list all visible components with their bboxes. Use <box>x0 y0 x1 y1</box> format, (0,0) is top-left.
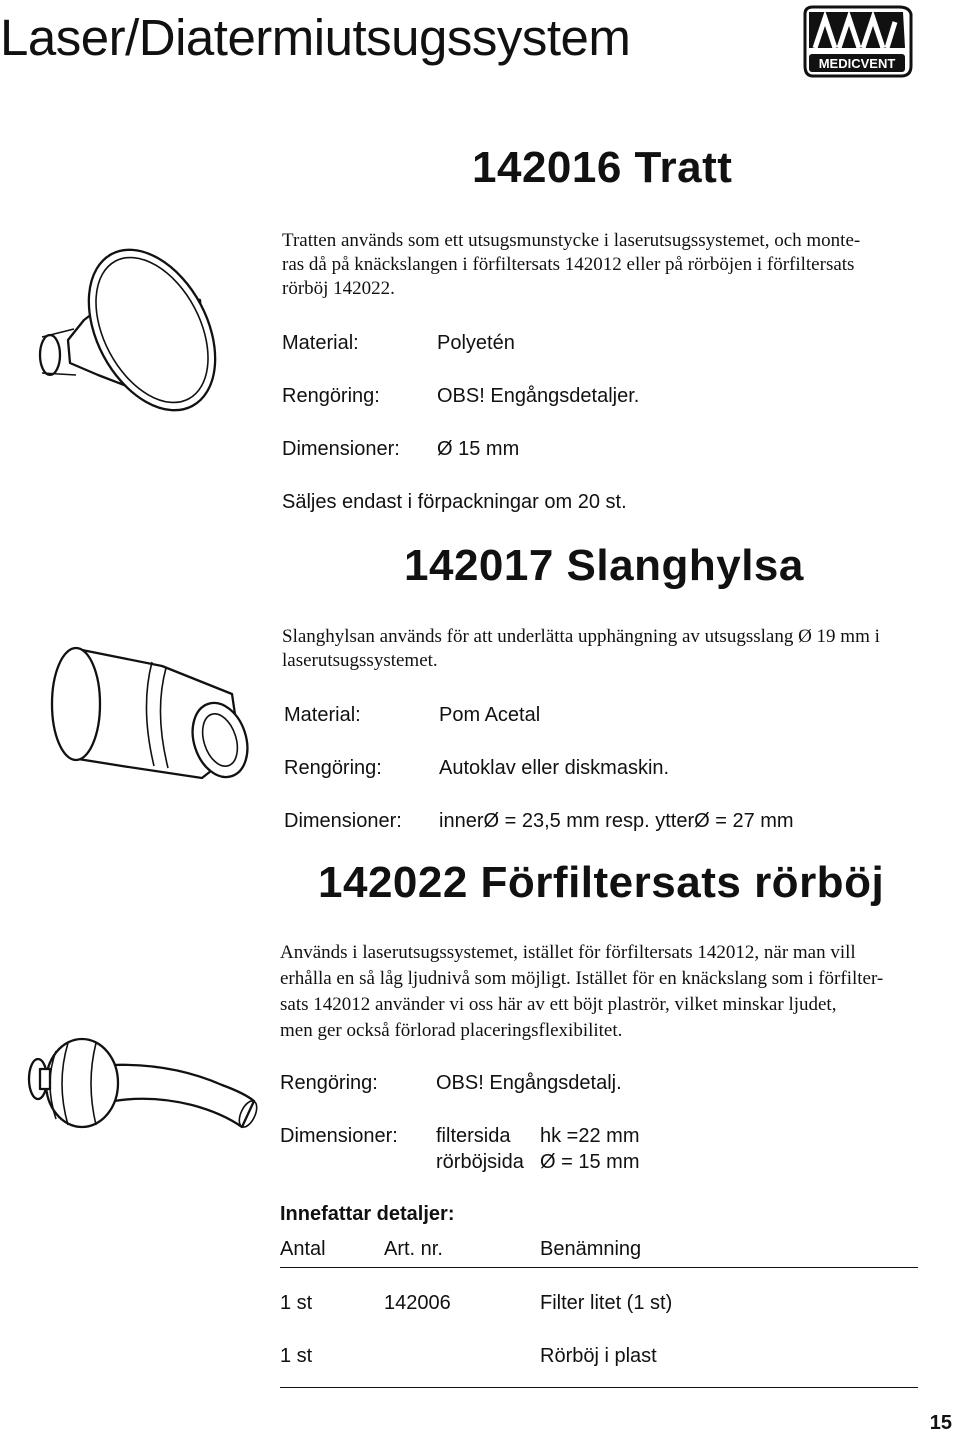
spec-value: Ø 15 mm <box>437 438 520 460</box>
spec-label: Dimensioner: <box>280 1125 398 1147</box>
page-number: 15 <box>929 1412 952 1434</box>
spec-label: Material: <box>284 704 361 726</box>
spec-label: Rengöring: <box>280 1072 378 1094</box>
table-header-antal: Antal <box>280 1238 326 1260</box>
table-bottom-divider <box>280 1387 918 1388</box>
description-slanghylsa <box>282 625 880 673</box>
description-line: erhålla en så låg ljudnivå som möjligt. Istället för en knäckslang som i förfilter- <box>280 968 884 989</box>
pipe-bend-drawing-icon <box>22 1035 262 1150</box>
spec-value: filtersida <box>436 1125 511 1147</box>
table-cell: 1 st <box>280 1345 313 1367</box>
spec-value: Pom Acetal <box>439 704 541 726</box>
table-cell: 1 st <box>280 1292 313 1314</box>
section-title-tratt: 142016 Tratt <box>472 143 733 192</box>
description-forfiltersats <box>280 940 883 1044</box>
spec-label: Material: <box>282 332 359 354</box>
document-title: Laser/Diatermiutsugssystem <box>0 9 631 66</box>
description-line: Tratten används som ett utsugsmunstycke i laserutsugssystemet, och monte- <box>282 230 861 251</box>
section-title-slanghylsa: 142017 Slanghylsa <box>404 541 804 590</box>
spec-label: Dimensioner: <box>284 810 402 832</box>
spec-value-secondary: hk =22 mm <box>540 1125 640 1147</box>
spec-value: rörböjsida <box>436 1151 524 1173</box>
hose-sleeve-drawing-icon <box>42 628 252 803</box>
description-line: Slanghylsan används för att underlätta upphängning av utsugsslang Ø 19 mm i <box>282 626 880 647</box>
table-header-benamning: Benämning <box>540 1238 642 1260</box>
table-header-artnr: Art. nr. <box>384 1238 443 1260</box>
section-title-forfiltersats: 142022 Förfiltersats rörböj <box>318 858 885 907</box>
spec-label: Dimensioner: <box>282 438 400 460</box>
description-line: Används i laserutsugssystemet, istället för förfiltersats 142012, när man vill <box>280 942 856 963</box>
description-tratt <box>282 229 860 301</box>
table-header-divider <box>280 1267 918 1268</box>
table-cell: Filter litet (1 st) <box>540 1292 673 1314</box>
description-line: laserutsugssystemet. <box>282 650 438 671</box>
spec-value: Autoklav eller diskmaskin. <box>439 757 670 779</box>
spec-label: Rengöring: <box>284 757 382 779</box>
spec-value: OBS! Engångsdetalj. <box>436 1072 622 1094</box>
sales-note: Säljes endast i förpackningar om 20 st. <box>282 491 627 513</box>
contents-heading: Innefattar detaljer: <box>280 1203 455 1225</box>
spec-value-secondary: Ø = 15 mm <box>540 1151 640 1173</box>
table-cell: 142006 <box>384 1292 451 1314</box>
table-cell: Rörböj i plast <box>540 1345 657 1367</box>
medicvent-logo <box>795 4 919 80</box>
spec-value: OBS! Engångsdetaljer. <box>437 385 640 407</box>
description-line: sats 142012 använder vi oss här av ett böjt plaströr, vilket minskar ljudet, <box>280 994 837 1015</box>
description-line: ras då på knäckslangen i förfiltersats 142012 eller på rörböjen i förfiltersats <box>282 254 855 275</box>
description-line: rörböj 142022. <box>282 278 395 299</box>
funnel-drawing-icon <box>30 225 230 450</box>
spec-value: Polyetén <box>437 332 515 354</box>
description-line: men ger också förlorad placeringsflexibilitet. <box>280 1020 623 1041</box>
spec-value: innerØ = 23,5 mm resp. ytterØ = 27 mm <box>439 810 794 832</box>
logo-text: MEDICVENT <box>818 56 896 71</box>
spec-label: Rengöring: <box>282 385 380 407</box>
